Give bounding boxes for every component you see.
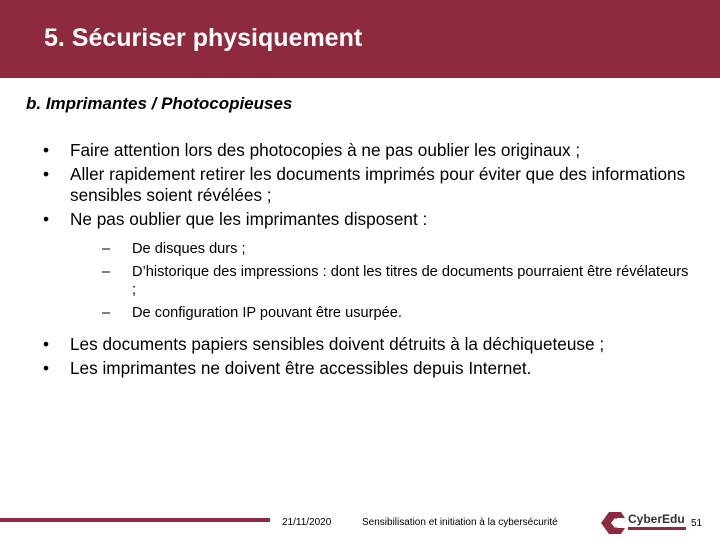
footer-caption: Sensibilisation et initiation à la cybersécurité [362,517,558,528]
header-band [0,0,720,78]
sub-bullet-item [70,240,690,258]
logo-wordmark: CyberEdu [628,512,685,526]
bullet-text: Aller rapidement retirer les documents imprimés pour éviter que des informations sensibles soient révélées ; [70,164,686,205]
page-number: 51 [691,518,703,529]
bullet-text: Les documents papiers sensibles doivent détruits à la déchiqueteuse ; [70,334,605,354]
page-title: 5. Sécuriser physiquement [44,24,363,52]
bullet-text: Faire attention lors des photocopies à ne pas oublier les originaux ; [70,140,581,160]
bullet-item [40,209,690,322]
bullet-text: Les imprimantes ne doivent être accessibles depuis Internet. [70,358,532,378]
logo-underline [628,527,686,530]
footer-date: 21/11/2020 [282,517,332,528]
bullet-item [40,334,690,355]
sub-bullet-text: De disques durs ; [132,241,246,257]
sub-bullet-item [70,304,690,322]
bullet-item [40,358,690,379]
bullet-marker: • [43,140,50,160]
sub-bullet-text: D’historique des impressions : dont les titres de documents pourraient être révélateurs ; [132,264,689,298]
bullet-item [40,140,690,161]
footer-accent-bar [0,518,270,522]
bullet-marker: • [43,164,50,184]
sub-bullet-marker: – [102,241,111,257]
sub-bullet-list [70,240,690,322]
sub-bullet-marker: – [102,264,111,280]
section-subtitle: b. Imprimantes / Photocopieuses [26,94,293,113]
bullet-marker: • [43,209,50,229]
bullet-item [40,164,690,206]
sub-bullet-marker: – [102,305,111,321]
sub-bullet-item [70,263,690,299]
bullet-list [40,140,690,382]
bullet-text: Ne pas oublier que les imprimantes disposent : [70,209,428,229]
bullet-marker: • [43,334,50,354]
sub-bullet-text: De configuration IP pouvant être usurpée. [132,305,402,321]
bullet-marker: • [43,358,50,378]
